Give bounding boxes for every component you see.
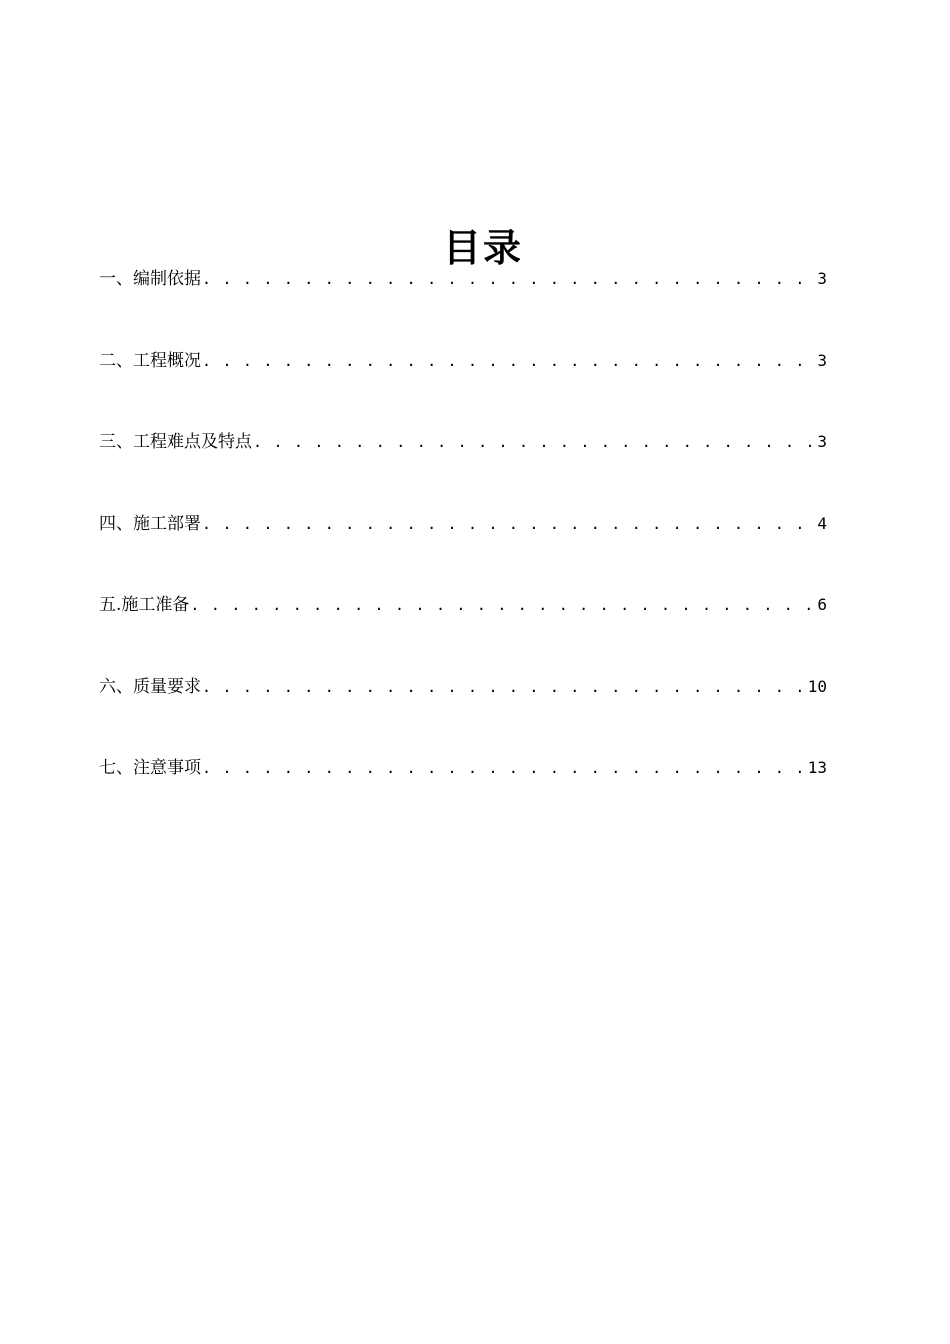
toc-dot-leader (202, 751, 806, 785)
toc-dot-leader (202, 344, 815, 378)
toc-entry[interactable] (99, 262, 827, 344)
toc-entry-label: 七、注意事项 (99, 758, 201, 778)
toc-entry-label: 四、施工部署 (99, 513, 201, 534)
toc-entry-page-number: 3 (817, 350, 827, 370)
toc-dot-leader (253, 425, 815, 459)
toc-entry-page-number: 4 (817, 513, 827, 533)
toc-entry[interactable] (99, 344, 827, 426)
toc-entry[interactable] (99, 507, 827, 589)
table-of-contents (99, 262, 827, 833)
toc-entry[interactable] (99, 751, 827, 833)
toc-entry-label: 一、编制依据 (99, 269, 201, 289)
toc-entry-label: 三、工程难点及特点 (99, 432, 252, 452)
toc-dot-leader (202, 670, 806, 704)
toc-entry-page-number: 10 (807, 676, 827, 696)
toc-entry[interactable] (99, 588, 827, 670)
toc-entry-page-number: 3 (817, 432, 827, 451)
toc-entry-page-number: 6 (817, 595, 827, 614)
toc-dot-leader (190, 588, 815, 622)
toc-entry-page-number: 13 (807, 758, 827, 777)
toc-entry[interactable] (99, 425, 827, 507)
toc-entry-label: 六、质量要求 (99, 676, 201, 697)
toc-dot-leader (202, 507, 815, 541)
toc-dot-leader (202, 262, 815, 296)
toc-entry-page-number: 3 (817, 269, 827, 288)
toc-title: 目录 (442, 226, 523, 271)
toc-entry-label: 五.施工准备 (99, 595, 190, 615)
toc-entry[interactable] (99, 670, 827, 752)
toc-entry-label: 二、工程概况 (99, 350, 201, 371)
